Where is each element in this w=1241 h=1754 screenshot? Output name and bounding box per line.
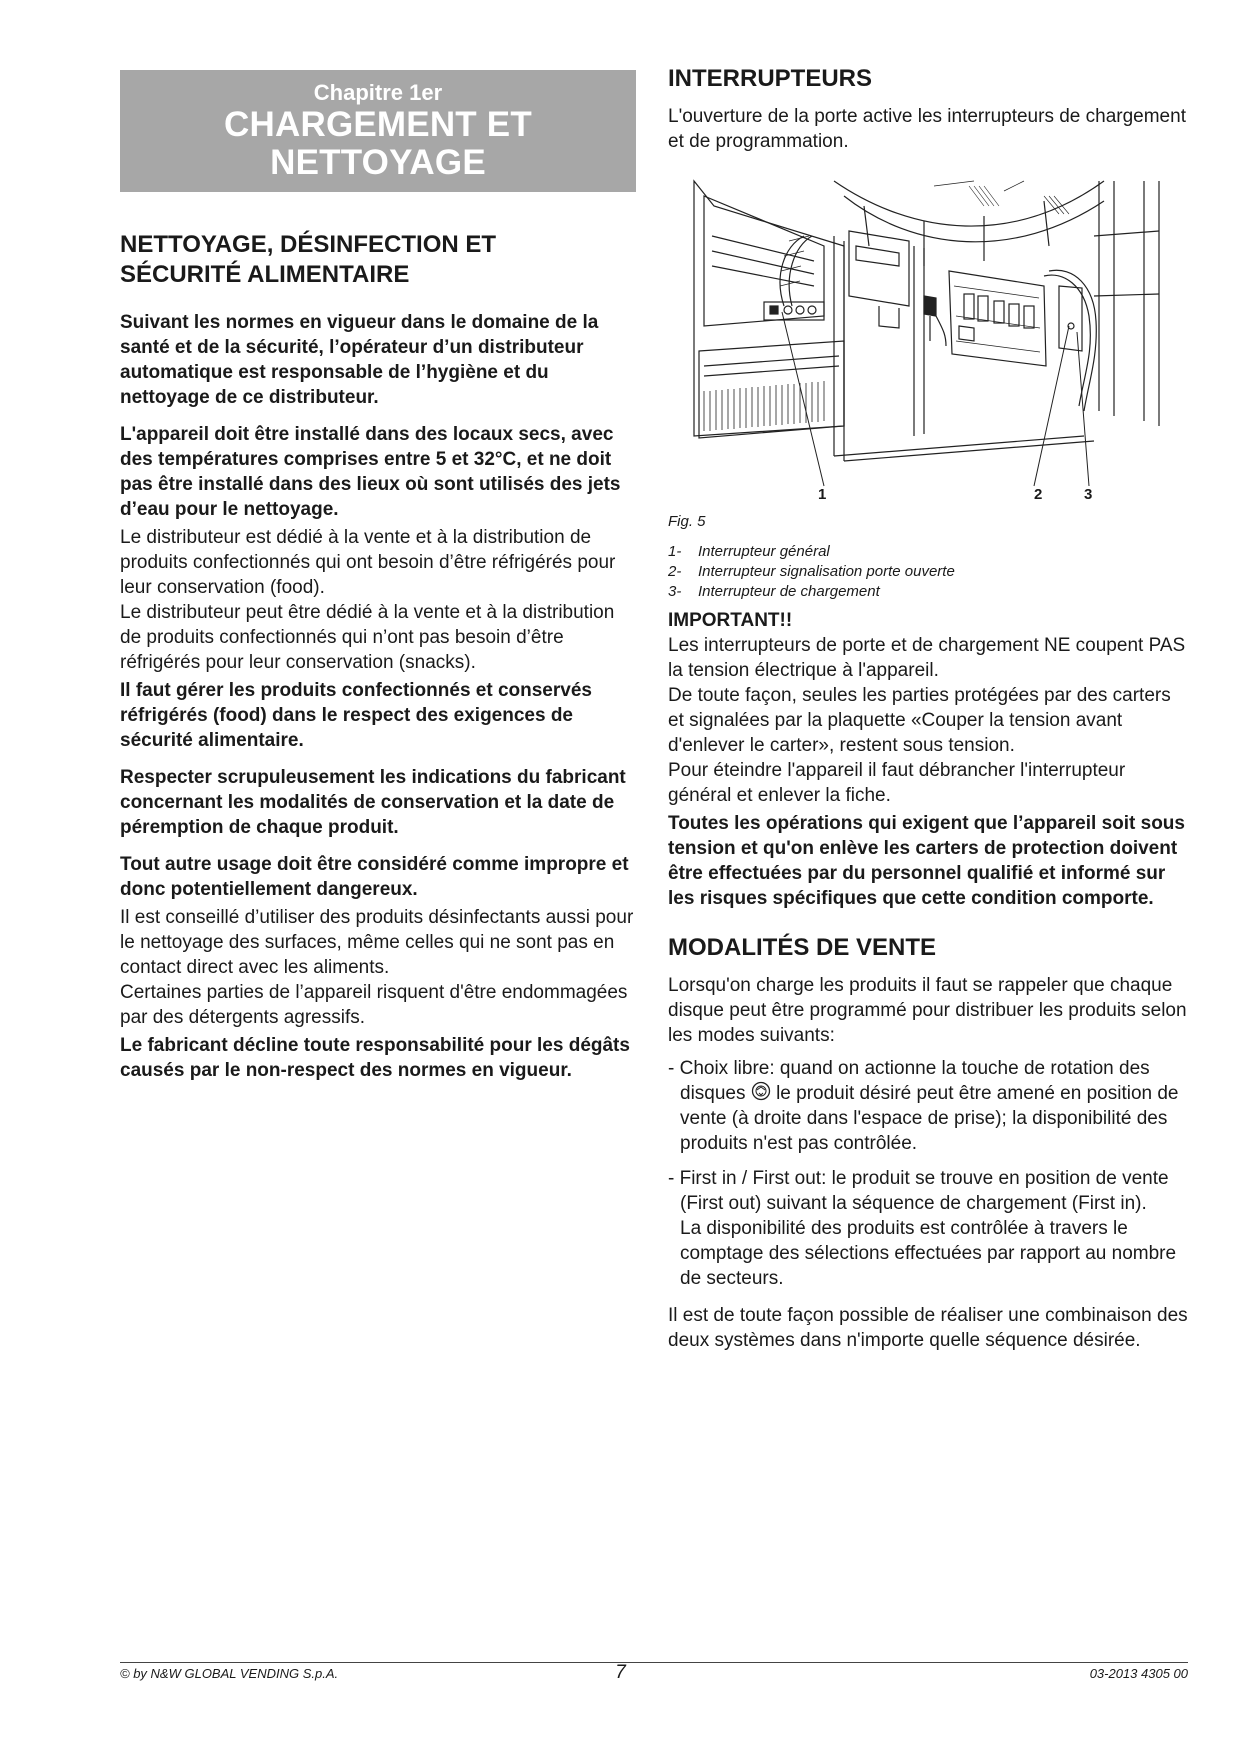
vending-machine-interior-drawing — [684, 176, 1177, 496]
paragraph-detergents: Certaines parties de l’appareil risquent d'être endommagées par des détergents agressifs. — [120, 982, 628, 1028]
section-heading-modalites: MODALITÉS DE VENTE — [668, 934, 937, 961]
page-number: 7 — [615, 1662, 626, 1683]
paragraph-power-off: Pour éteindre l'appareil il faut débrancher l'interrupteur général et enlever la fiche. — [668, 760, 1126, 806]
figure-callouts — [668, 486, 1188, 508]
paragraph-responsibility: Suivant les normes en vigueur dans le domaine de la santé et de la sécurité, l’opérateur d’un distributeur automatique est responsable de l’hygiène et du nettoyage de ce distributeur. — [120, 312, 599, 408]
mode-first-in-first-out-detail: La disponibilité des produits est contrôlée à travers le comptage des sélections effectuées par rapport au nombre de secteurs. — [680, 1218, 1177, 1289]
footer-doc-code: 03-2013 4305 00 — [1089, 1666, 1188, 1681]
paragraph-combination: Il est de toute façon possible de réaliser une combinaison des deux systèmes dans n'importe quelle séquence désirée. — [668, 1305, 1188, 1351]
callout-3: 3 — [1084, 486, 1093, 503]
figure-switches-illustration — [684, 176, 1177, 496]
paragraph-liability: Le fabricant décline toute responsabilité pour les dégâts causés par le non-respect des normes en vigueur. — [120, 1035, 630, 1081]
left-column — [120, 70, 636, 1083]
legend-item: 3- Interrupteur de chargement — [668, 583, 880, 600]
important-title: IMPORTANT!! — [668, 610, 793, 631]
footer-copyright: © by N&W GLOBAL VENDING S.p.A. — [120, 1666, 339, 1681]
paragraph-modes-intro: Lorsqu'on charge les produits il faut se rappeler que chaque disque peut être programmé pour distribuer les produits selon les modes suivants: — [668, 975, 1187, 1046]
section-heading-nettoyage: NETTOYAGE, DÉSINFECTION ET SÉCURITÉ ALIMENTAIRE — [120, 231, 497, 288]
callout-2: 2 — [1034, 486, 1043, 503]
paragraph-manufacturer-instructions: Respecter scrupuleusement les indications du fabricant concernant les modalités de conservation et la date de péremption de chaque produit. — [120, 767, 626, 838]
chapter-label: Chapitre 1er — [313, 80, 443, 105]
callout-1: 1 — [818, 486, 827, 503]
mode-choix-libre: - Choix libre: quand on actionne la touche de rotation des disques le produit désiré peut être amené en position de vente (à droite dans l'espace de prise); la disponibilité des produits n'est pas contrôlée. — [668, 1058, 1179, 1154]
figure-caption: Fig. 5 — [668, 513, 706, 530]
paragraph-door-switches: L'ouverture de la porte active les interrupteurs de chargement et de programmation. — [668, 106, 1186, 152]
paragraph-food-safety: Il faut gérer les produits confectionnés et conservés réfrigérés (food) dans le respect des exigences de sécurité alimentaire. — [120, 680, 592, 751]
paragraph-snacks: Le distributeur peut être dédié à la vente et à la distribution de produits confectionnés qui n’ont pas besoin d’être réfrigérés pour leur conservation (snacks). — [120, 602, 615, 673]
modes-list — [668, 1056, 1188, 1291]
chapter-title: CHARGEMENT ET NETTOYAGE — [224, 105, 532, 182]
paragraph-disinfectants: Il est conseillé d’utiliser des produits désinfectants aussi pour le nettoyage des surfaces, même celles qui ne sont pas en contact direct avec les aliments. — [120, 907, 634, 978]
paragraph-installation: L'appareil doit être installé dans des locaux secs, avec des températures comprises entre 5 et 32°C, et ne doit pas être installé dans des lieux où sont utilisés des jets d’eau pour le nettoyage. — [120, 424, 621, 520]
legend-item: 1- Interrupteur général — [668, 543, 830, 560]
paragraph-protected-parts: De toute façon, seules les parties protégées par des carters et signalées par la plaquette «Couper la tension avant d'enlever le carter», restent sous tension. — [668, 685, 1171, 756]
section-heading-interrupteurs: INTERRUPTEURS — [668, 65, 873, 92]
figure-legend — [668, 542, 1188, 602]
disc-rotation-icon — [751, 1081, 771, 1101]
right-column — [668, 64, 1188, 1353]
paragraph-improper-use: Tout autre usage doit être considéré comme impropre et donc potentiellement dangereux. — [120, 854, 629, 900]
legend-item: 2- Interrupteur signalisation porte ouverte — [668, 563, 955, 580]
paragraph-switches-no-cut: Les interrupteurs de porte et de chargement NE coupent PAS la tension électrique à l'appareil. — [668, 635, 1186, 681]
chapter-banner — [120, 70, 636, 192]
paragraph-food: Le distributeur est dédié à la vente et à la distribution de produits confectionnés qui ont besoin d’être réfrigérés pour leur conservation (food). — [120, 527, 616, 598]
mode-first-in-first-out: - First in / First out: le produit se trouve en position de vente (First out) suivant la séquence de chargement (First in). — [668, 1168, 1169, 1214]
paragraph-qualified-personnel: Toutes les opérations qui exigent que l’appareil soit sous tension et qu'on enlève les carters de protection doivent être effectuées par du personnel qualifié et informé sur les risques spécifiques que cette condition comporte. — [668, 813, 1185, 909]
